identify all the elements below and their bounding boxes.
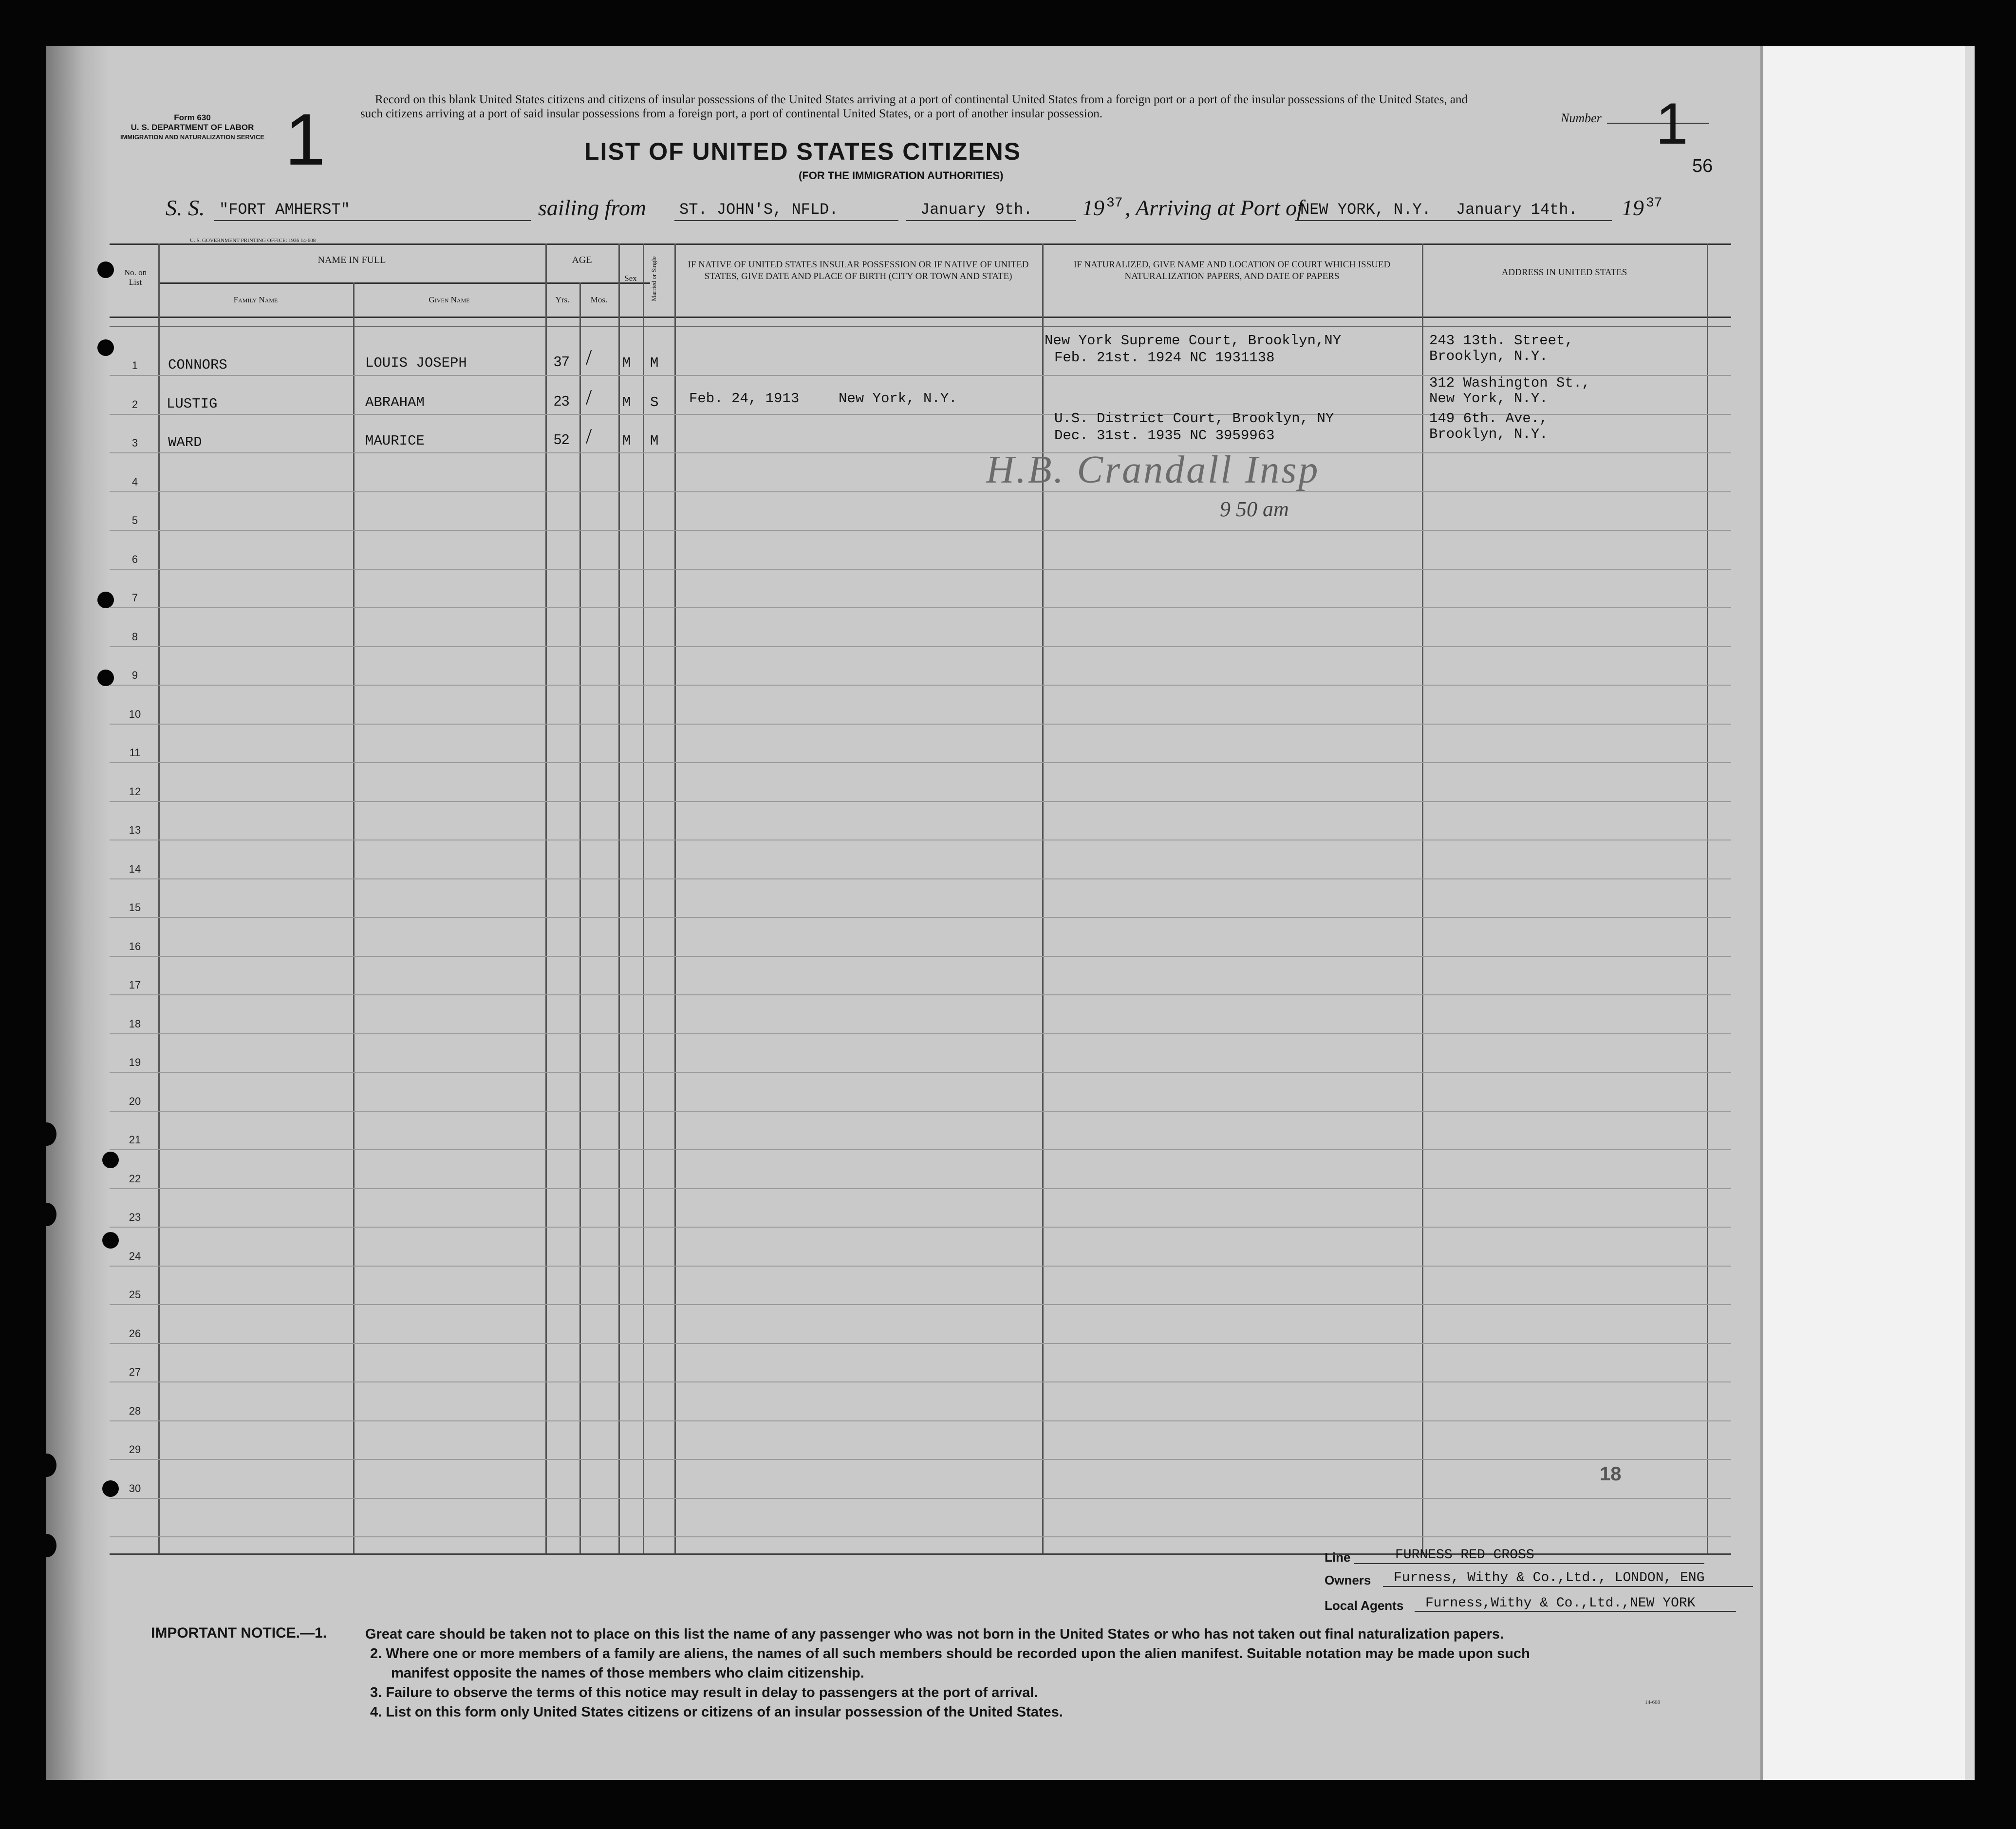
check-mark: / xyxy=(586,345,592,369)
col-divider xyxy=(545,243,547,1553)
check-mark: / xyxy=(586,385,592,409)
owners-underline xyxy=(1383,1586,1753,1587)
sex: M xyxy=(622,433,631,449)
row-number: 15 xyxy=(129,901,141,914)
marital-status: M xyxy=(650,355,659,371)
row-number: 8 xyxy=(131,631,138,643)
row-rule xyxy=(110,569,1731,570)
address-line-2: Brooklyn, N.Y. xyxy=(1429,426,1548,442)
row-number: 11 xyxy=(129,747,141,759)
inspector-signature: H.B. Crandall Insp xyxy=(986,448,1320,491)
row-number: 27 xyxy=(129,1366,141,1378)
col-header-address: ADDRESS IN UNITED STATES xyxy=(1501,267,1627,278)
sex: M xyxy=(622,355,631,371)
row-rule xyxy=(110,762,1731,763)
row-number: 16 xyxy=(129,940,141,952)
binder-ring-hole xyxy=(37,1454,56,1477)
row-rule xyxy=(110,685,1731,686)
row-number: 6 xyxy=(131,553,138,565)
row-rule xyxy=(110,1498,1731,1499)
court-line-2: Dec. 31st. 1935 NC 3959963 xyxy=(1054,428,1275,444)
row-rule xyxy=(110,1381,1731,1382)
row-rule xyxy=(110,1149,1731,1150)
year-suffix: 37 xyxy=(1106,196,1123,211)
row-number: 9 xyxy=(131,669,138,681)
family-name: CONNORS xyxy=(168,357,227,373)
age-years: 37 xyxy=(554,354,570,370)
given-name: LOUIS JOSEPH xyxy=(365,355,467,371)
handwritten-number: 1 xyxy=(285,98,326,180)
row-number: 30 xyxy=(129,1482,141,1494)
row-number: 1 xyxy=(131,359,138,372)
agents-value: Furness,Withy & Co.,Ltd.,NEW YORK xyxy=(1425,1596,1696,1611)
birth-date: Feb. 24, 1913 xyxy=(689,391,800,407)
row-rule xyxy=(110,878,1731,879)
col-divider xyxy=(643,243,644,1553)
row-rule xyxy=(110,452,1731,453)
col-header-no: No. on List xyxy=(124,268,147,287)
row-rule xyxy=(110,1188,1731,1189)
row-rule xyxy=(110,1227,1731,1228)
ship-name: "FORT AMHERST" xyxy=(219,201,350,219)
arrival-date: January 14th. xyxy=(1456,201,1578,219)
col-header-family-name: Family Name xyxy=(233,295,278,304)
col-header-mos: Mos. xyxy=(590,295,608,304)
row-number: 12 xyxy=(129,785,141,798)
page-subtitle: (FOR THE IMMIGRATION AUTHORITIES) xyxy=(799,169,1004,182)
row-number: 14 xyxy=(129,863,141,875)
line-value: FURNESS RED CROSS xyxy=(1395,1548,1534,1563)
row-number: 20 xyxy=(129,1095,141,1107)
family-name: WARD xyxy=(168,434,202,450)
ss-label: S. S. xyxy=(166,195,205,220)
row-number: 17 xyxy=(129,979,141,991)
department-name: U. S. DEPARTMENT OF LABOR xyxy=(131,123,254,132)
owners-value: Furness, Withy & Co.,Ltd., LONDON, ENG xyxy=(1394,1570,1705,1586)
row-number: 21 xyxy=(129,1134,141,1146)
court-line-1: U.S. District Court, Brooklyn, NY xyxy=(1054,411,1334,427)
binder-ring-hole xyxy=(37,1122,56,1146)
notice-item-4: 4. List on this form only United States citizens or citizens of an insular possession of the United States. xyxy=(370,1704,1063,1720)
col-header-age: AGE xyxy=(572,255,592,265)
row-number: 29 xyxy=(129,1443,141,1456)
sex: M xyxy=(622,394,631,411)
ship-underline xyxy=(214,220,531,221)
row-number: 23 xyxy=(129,1211,141,1223)
notice-heading: IMPORTANT NOTICE.—1. xyxy=(151,1625,327,1641)
table-top-rule xyxy=(110,243,1731,245)
check-mark: / xyxy=(586,424,592,448)
row-rule xyxy=(110,801,1731,802)
col-divider xyxy=(1422,243,1423,1553)
printer-line: U. S. GOVERNMENT PRINTING OFFICE: 1936 14-608 xyxy=(190,238,316,243)
arrival-year-suffix: 37 xyxy=(1646,196,1662,211)
col-divider xyxy=(1042,243,1044,1553)
birth-place: New York, N.Y. xyxy=(839,391,957,407)
col-header-given-name: Given Name xyxy=(429,295,470,304)
row-rule xyxy=(110,491,1731,492)
address-line-1: 243 13th. Street, xyxy=(1429,333,1573,349)
name-group-rule xyxy=(158,282,650,284)
row-number: 5 xyxy=(131,514,138,526)
port-underline xyxy=(674,220,898,221)
page-title: LIST OF UNITED STATES CITIZENS xyxy=(584,138,1022,165)
arrival-underline xyxy=(1295,220,1612,221)
row-rule xyxy=(110,917,1731,918)
address-line-2: New York, N.Y. xyxy=(1429,391,1548,407)
row-number: 24 xyxy=(129,1250,141,1262)
row-rule xyxy=(110,956,1731,957)
row-rule xyxy=(110,1420,1731,1421)
stamp-number: 18 xyxy=(1600,1463,1622,1485)
row-rule xyxy=(110,1459,1731,1460)
arrival-port: NEW YORK, N.Y. xyxy=(1300,201,1431,219)
sailing-from-port: ST. JOHN'S, NFLD. xyxy=(679,201,839,219)
row-rule xyxy=(110,1033,1731,1034)
form-id-block xyxy=(112,113,273,142)
row-number: 10 xyxy=(129,708,141,720)
year-prefix: 19 xyxy=(1082,195,1104,220)
row-number: 25 xyxy=(129,1288,141,1301)
notice-item-3: 3. Failure to observe the terms of this notice may result in delay to passengers at the port of arrival. xyxy=(370,1685,1038,1700)
address-line-1: 312 Washington St., xyxy=(1429,375,1590,391)
age-years: 23 xyxy=(554,393,570,409)
row-rule xyxy=(110,646,1731,647)
binder-ring-hole xyxy=(37,1534,56,1557)
row-rule xyxy=(110,607,1731,608)
line-label: Line xyxy=(1325,1550,1351,1565)
address-line-2: Brooklyn, N.Y. xyxy=(1429,348,1548,364)
col-header-sex: Sex xyxy=(624,274,637,283)
form-code: 14-608 xyxy=(1645,1699,1661,1705)
number-label: Number xyxy=(1561,111,1602,125)
record-instructions: Record on this blank United States citizens and citizens of insular possessions of the United States arriving at a port of continental United States from a foreign port or a port of the insular possessions of the United States, and such citizens arriving at a port of said insular possessions from a foreign port, a port of continental United States, or a port of another insular possession. xyxy=(360,93,1468,120)
binding-shadow xyxy=(46,46,110,1780)
col-header-name-in-full: NAME IN FULL xyxy=(317,255,386,265)
marital-status: M xyxy=(650,433,659,449)
col-divider xyxy=(579,282,581,1553)
notice-item-2-cont: manifest opposite the names of those members who claim citizenship. xyxy=(391,1665,864,1681)
given-name: MAURICE xyxy=(365,433,425,449)
number-value: 1 xyxy=(1656,91,1688,156)
agents-label: Local Agents xyxy=(1325,1598,1404,1613)
col-divider xyxy=(618,243,620,1553)
notice-item-1: Great care should be taken not to place on this list the name of any passenger who was not born in the United States or who has not taken out final naturalization papers. xyxy=(365,1626,1504,1642)
row-rule xyxy=(110,1536,1731,1537)
date-underline xyxy=(906,220,1076,221)
col-divider xyxy=(674,243,676,1553)
row-rule xyxy=(110,1304,1731,1305)
owners-label: Owners xyxy=(1325,1573,1371,1587)
age-years: 52 xyxy=(554,432,570,448)
row-number: 7 xyxy=(131,592,138,604)
col-header-naturalized: IF NATURALIZED, GIVE NAME AND LOCATION OF COURT WHICH ISSUED NATURALIZATION PAPERS, AND DATE OF PAPERS xyxy=(1073,260,1391,281)
row-number: 22 xyxy=(129,1173,141,1185)
form-number: Form 630 xyxy=(174,113,211,122)
page-number: 56 xyxy=(1692,156,1713,176)
family-name: LUSTIG xyxy=(167,396,218,412)
row-rule xyxy=(110,724,1731,725)
row-number: 13 xyxy=(129,824,141,836)
col-divider xyxy=(353,282,355,1553)
row-number: 28 xyxy=(129,1405,141,1417)
row-number: 2 xyxy=(131,398,138,411)
agents-underline xyxy=(1415,1611,1736,1612)
row-rule xyxy=(110,1111,1731,1112)
facing-page xyxy=(1760,46,1968,1780)
notice-item-2: 2. Where one or more members of a family are aliens, the names of all such members should be recorded upon the alien manifest. Suitable notation may be made upon such xyxy=(370,1646,1530,1661)
given-name: ABRAHAM xyxy=(365,394,425,411)
sailing-from-label: sailing from xyxy=(538,195,646,220)
row-number: 4 xyxy=(131,476,138,488)
row-rule xyxy=(110,1072,1731,1073)
arrival-year-prefix: 19 xyxy=(1622,195,1644,220)
court-line-2: Feb. 21st. 1924 NC 1931138 xyxy=(1054,350,1275,366)
binder-ring-hole xyxy=(37,1203,56,1226)
col-divider xyxy=(158,243,160,1553)
row-number: 19 xyxy=(129,1056,141,1068)
col-header-marital: Married or Single xyxy=(650,256,657,301)
row-rule xyxy=(110,530,1731,531)
row-rule xyxy=(110,1266,1731,1267)
col-divider xyxy=(1707,243,1708,1553)
citizen-table xyxy=(110,243,1731,1553)
page-edge xyxy=(1965,46,1975,1780)
marital-status: S xyxy=(650,394,659,411)
service-name: IMMIGRATION AND NATURALIZATION SERVICE xyxy=(120,133,265,141)
row-number: 26 xyxy=(129,1327,141,1340)
col-header-yrs: Yrs. xyxy=(555,295,570,304)
court-line-1: New York Supreme Court, Brooklyn,NY xyxy=(1045,333,1342,349)
row-number: 3 xyxy=(131,437,138,449)
row-rule xyxy=(110,1343,1731,1344)
row-number: 18 xyxy=(129,1018,141,1030)
sailing-date: January 9th. xyxy=(920,201,1033,219)
time-note: 9 50 am xyxy=(1220,497,1289,521)
address-line-1: 149 6th. Ave., xyxy=(1429,411,1548,427)
line-underline xyxy=(1354,1563,1704,1564)
arriving-label: , Arriving at Port of xyxy=(1125,195,1303,220)
col-header-birth: IF NATIVE OF UNITED STATES INSULAR POSSESSION OR IF NATIVE OF UNITED STATES, GIVE DATE AND PLACE OF BIRTH (CITY OR TOWN AND STATE) xyxy=(688,260,1029,281)
row-rule xyxy=(110,994,1731,995)
